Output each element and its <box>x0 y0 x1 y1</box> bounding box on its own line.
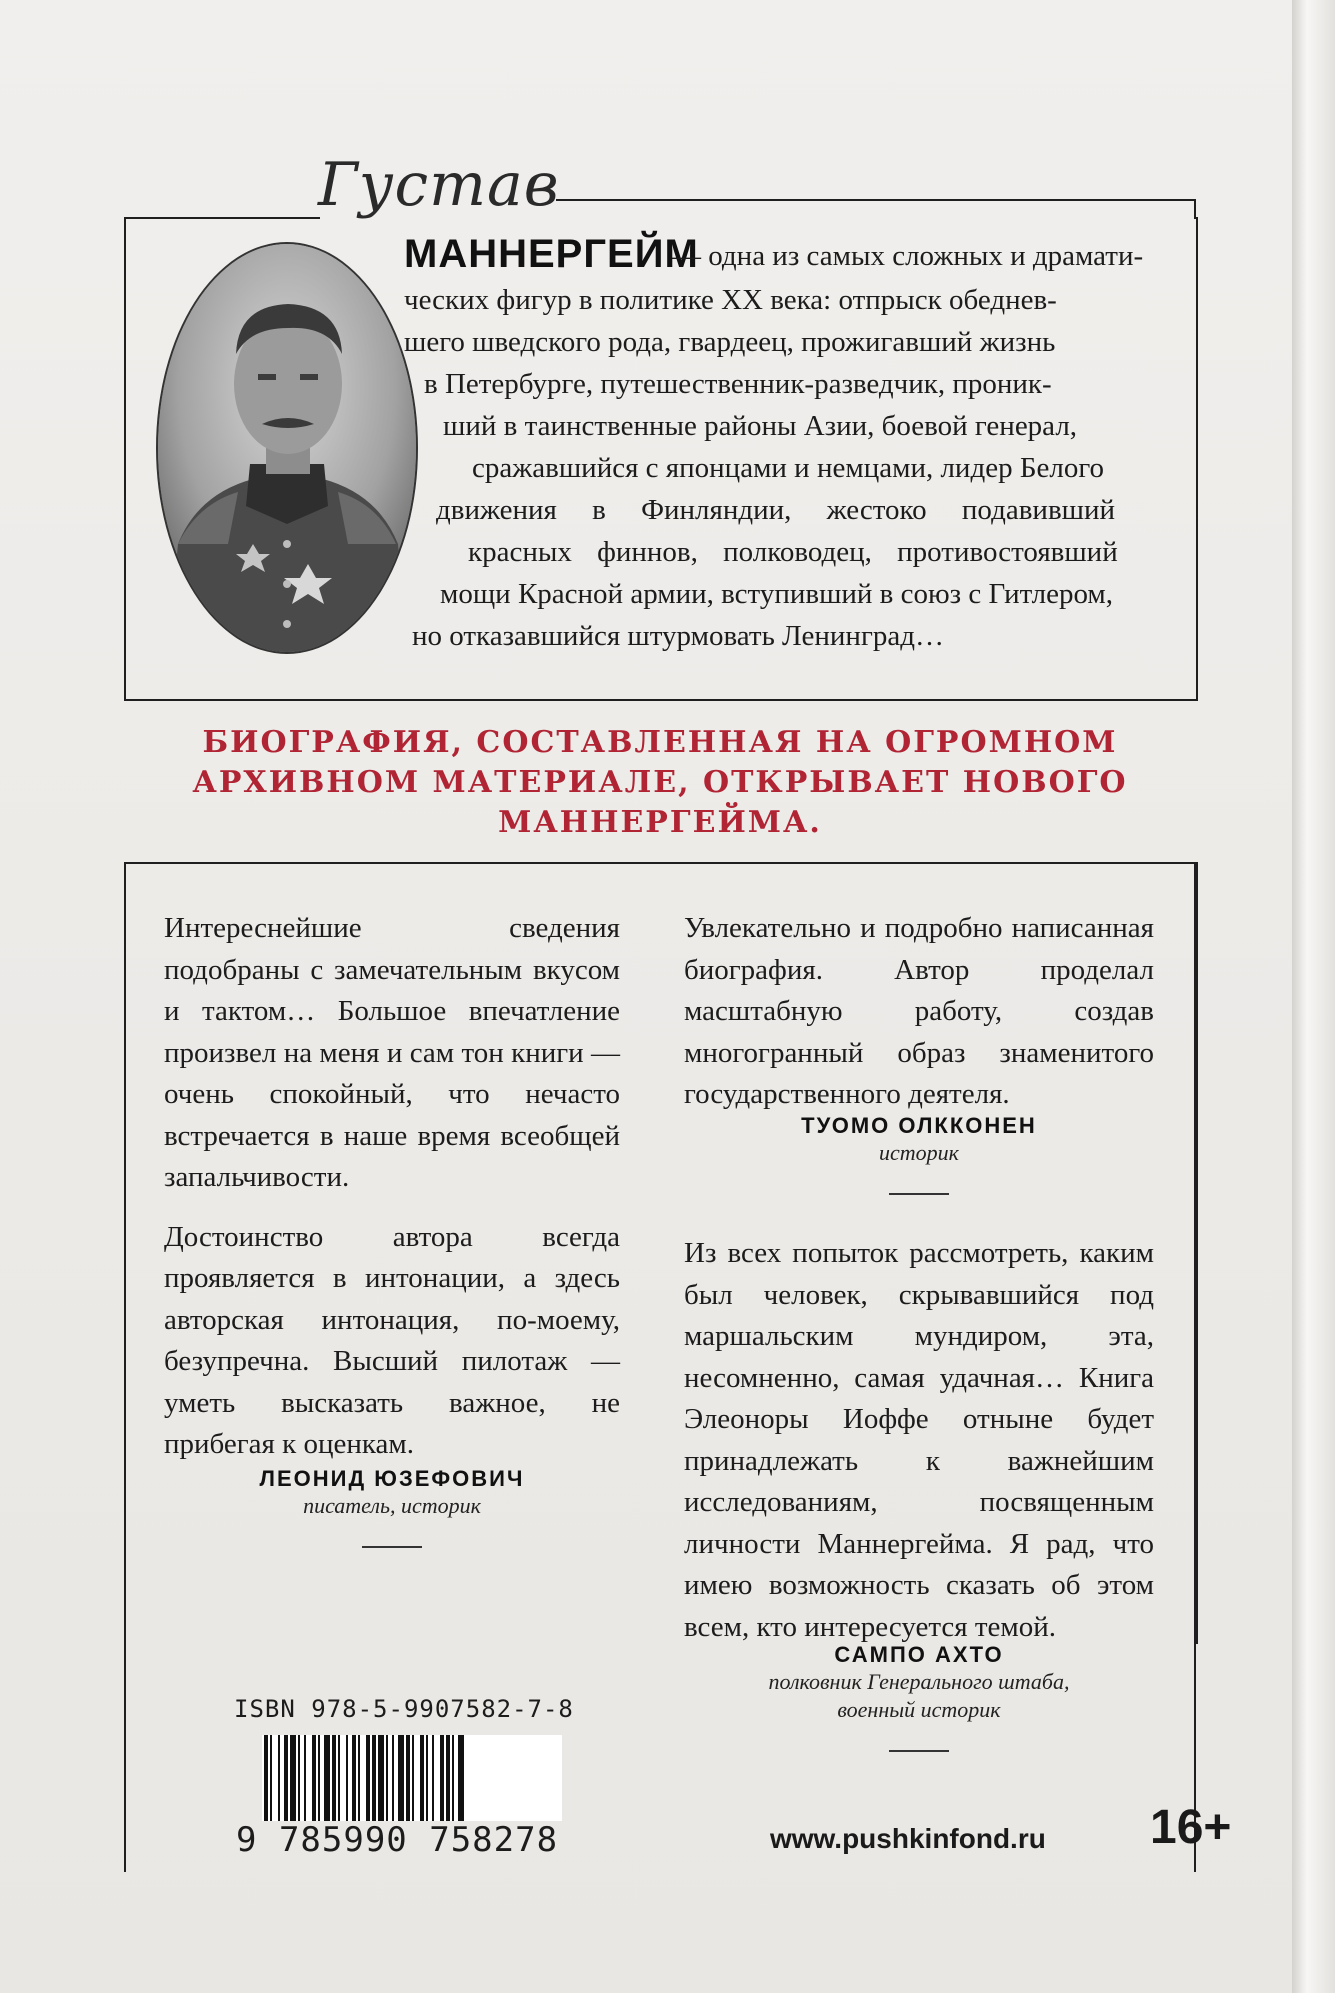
review-text: Из всех попыток рассмотреть, каким был человек, скрывавшийся под маршальским мундиром, эта, несомненно, самая удачная… Книга Элеоноры Иоффе отныне будет принадлежать к важнейшим исследованиям, посвященным личности Маннергейма. Я рад, что имею возможность сказать об этом всем, кто интересуется темой. <box>684 1237 1154 1643</box>
reviewer-name: ЛЕОНИД ЮЗЕФОВИЧ <box>259 1466 525 1491</box>
tagline <box>160 723 1160 843</box>
review-text: Достоинство автора всегда проявляется в интонации, а здесь авторская интонация, по-моему, безупречна. Высший пилотаж — уметь высказать важное, не прибегая к оценкам. <box>164 1220 620 1460</box>
review-text: Увлекательно и подробно написанная биография. Автор проделал масштабную работу, создав многогранный образ знаменитого государственного деятеля. <box>684 912 1154 1110</box>
barcode-bar <box>398 1735 404 1821</box>
intro-line: красных финнов, полководец, противостоявший <box>468 536 1118 568</box>
barcode-bar <box>318 1735 320 1821</box>
barcode-bar <box>304 1735 306 1821</box>
reviews-frame-right-edge <box>1194 862 1196 1872</box>
barcode-bar <box>284 1735 288 1821</box>
barcode-bar <box>270 1735 272 1821</box>
review-right-bottom <box>684 1233 1154 1666</box>
barcode-bar <box>378 1735 384 1821</box>
isbn-label: ISBN 978-5-9907582-7-8 <box>234 1695 574 1723</box>
reviewer-role: писатель, историк <box>303 1493 481 1518</box>
reviews-frame-left-edge <box>124 862 126 1872</box>
publisher-url[interactable]: www.pushkinfond.ru <box>770 1823 1046 1854</box>
barcode-bar <box>386 1735 388 1821</box>
barcode-bar <box>290 1735 296 1821</box>
reviewer-name: ТУОМО ОЛККОНЕН <box>801 1113 1037 1138</box>
divider <box>889 1750 949 1752</box>
barcode-bar <box>446 1735 450 1821</box>
frame-corner <box>1194 199 1196 219</box>
barcode-bar <box>324 1735 330 1821</box>
barcode-bar <box>372 1735 376 1821</box>
intro-line: — одна из самых сложных и драмати- <box>672 240 1144 272</box>
surname-heading: МАННЕРГЕЙМ <box>404 232 699 276</box>
intro-line: движения в Финляндии, жестоко подавивший <box>436 494 1116 526</box>
barcode-bar <box>392 1735 394 1821</box>
reviewer-name: САМПО АХТО <box>834 1642 1004 1667</box>
barcode-bar <box>412 1735 414 1821</box>
reviewer-role: полковник Генерального штаба, <box>768 1669 1070 1694</box>
barcode-bar <box>406 1735 410 1821</box>
barcode-bar <box>426 1735 428 1821</box>
review-left <box>164 908 620 1484</box>
barcode-bar <box>332 1735 336 1821</box>
barcode-bar <box>278 1735 280 1821</box>
barcode-bar <box>458 1735 464 1821</box>
barcode-bar <box>432 1735 434 1821</box>
reviewer-role: военный историк <box>837 1697 1001 1722</box>
review-right-bottom-attribution <box>684 1642 1154 1752</box>
reviewer-role: историк <box>879 1140 959 1165</box>
intro-line: ческих фигур в политике XX века: отпрыск обеднев- <box>404 284 1057 316</box>
book-spine-edge <box>1292 0 1335 1993</box>
frame-top-rule-right <box>556 199 1196 201</box>
barcode-bar <box>338 1735 340 1821</box>
divider <box>889 1193 949 1195</box>
portrait-photo <box>156 242 418 654</box>
age-rating-badge: 16+ <box>1150 1801 1232 1854</box>
intro-line: ший в таинственные районы Азии, боевой генерал, <box>443 410 1078 442</box>
barcode-bar <box>452 1735 454 1821</box>
divider <box>362 1546 422 1548</box>
barcode-bar <box>420 1735 424 1821</box>
intro-line: мощи Красной армии, вступивший в союз с Гитлером, <box>440 578 1114 610</box>
tagline-line: БИОГРАФИЯ, СОСТАВЛЕННАЯ НА ОГРОМНОМ <box>202 725 1118 760</box>
intro-line: сражавшийся с японцами и немцами, лидер Белого <box>472 452 1104 484</box>
frame-top-rule-left <box>124 217 320 219</box>
barcode-number: 9 785990 758278 <box>236 1820 559 1860</box>
review-right-top-attribution <box>684 1113 1154 1195</box>
intro-line: в Петербурге, путешественник-разведчик, проник- <box>424 368 1052 400</box>
review-text: Интереснейшие сведения подобраны с замечательным вкусом и тактом… Большое впечатление произвел на меня и сам тон книги — очень спокойный, что нечасто встречается в наше время всеобщей запальчивости. <box>164 912 620 1193</box>
barcode-bar <box>352 1735 356 1821</box>
barcode-bar <box>346 1735 348 1821</box>
review-right-top <box>684 908 1154 1134</box>
intro-line: шего шведского рода, гвардеец, прожигавший жизнь <box>404 326 1056 358</box>
review-left-attribution <box>164 1466 620 1548</box>
barcode-bar <box>440 1735 444 1821</box>
intro-line: но отказавшийся штурмовать Ленинград… <box>412 620 944 652</box>
barcode-bar <box>312 1735 316 1821</box>
barcode <box>262 1735 562 1821</box>
script-first-name: Густав <box>318 150 560 220</box>
tagline-line: АРХИВНОМ МАТЕРИАЛЕ, ОТКРЫВАЕТ НОВОГО <box>192 765 1128 800</box>
barcode-bar <box>264 1735 268 1821</box>
barcode-bar <box>298 1735 300 1821</box>
barcode-bar <box>358 1735 360 1821</box>
barcode-bars <box>262 1735 562 1821</box>
barcode-bar <box>366 1735 370 1821</box>
tagline-line: МАННЕРГЕЙМА. <box>498 805 822 840</box>
